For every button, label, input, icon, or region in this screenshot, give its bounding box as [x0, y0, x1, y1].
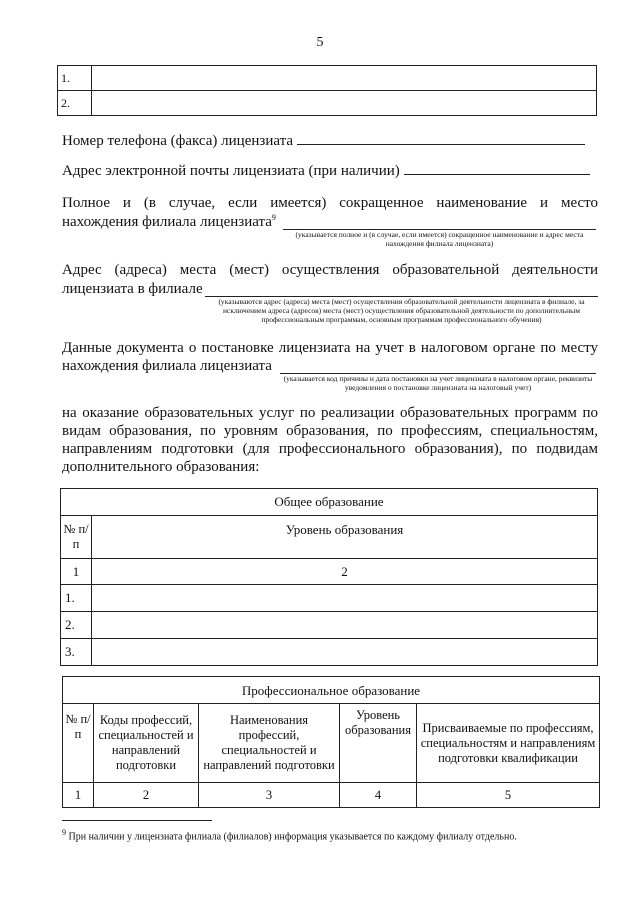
branch-name-line1: Полное и (в случае, если имеется) сокращенное наименование и место [62, 195, 598, 211]
table-cell [92, 612, 598, 639]
index-cell: 1 [61, 559, 92, 585]
table-cell [92, 639, 598, 666]
table-row [61, 612, 598, 639]
phone-label: Номер телефона (факса) лицензиата [62, 133, 294, 149]
row-number: 2. [61, 612, 92, 639]
table-row [58, 91, 597, 116]
table-title: Профессиональное образование [63, 677, 600, 704]
phone-line [62, 133, 585, 150]
table-cell [92, 91, 597, 116]
index-cell: 3 [199, 783, 340, 808]
top-table [57, 65, 597, 116]
index-cell: 2 [92, 559, 598, 585]
email-label: Адрес электронной почты лицензиата (при наличии) [62, 163, 400, 179]
branch-name-label: нахождения филиала лицензиата [62, 214, 272, 230]
table-row [61, 489, 598, 516]
index-cell: 5 [417, 783, 600, 808]
email-line [62, 163, 590, 180]
table-row [63, 783, 600, 808]
email-fill-line [404, 174, 590, 175]
professional-education-table [62, 676, 600, 808]
column-header-number: № п/п [63, 704, 94, 783]
column-header-level: Уровень образования [92, 516, 598, 559]
tax-line1: Данные документа о постановке лицензиата на учет в налоговом органе по месту [62, 340, 598, 356]
footnote-rule [62, 820, 212, 821]
footnote-marker: 9 [62, 828, 66, 837]
footnote-text: При наличии у лицензиата филиала (филиалов) информация указывается по каждому филиалу отдельно. [68, 831, 517, 843]
column-header-names: Наименования профессий, специальностей и направлений подготовки [199, 704, 340, 783]
phone-fill-line [297, 144, 585, 145]
table-row [61, 639, 598, 666]
services-paragraph: на оказание образовательных услуг по реализации образовательных программ по видам образования, по уровням образования, по профессиям, специальностям, направлениям подготовки (для профессионального образования), по подвидам дополнительного образования: [62, 405, 598, 475]
row-number: 3. [61, 639, 92, 666]
table-row [58, 66, 597, 91]
page-number: 5 [316, 35, 324, 50]
index-cell: 2 [94, 783, 199, 808]
tax-note: (указывается код причины и дата постановки на учет лицензиата в налоговом органе, реквизиты уведомления о постановке лицензиата на налоговый учет) [283, 374, 593, 392]
general-education-table [60, 488, 598, 666]
row-number: 2. [58, 91, 92, 116]
table-cell [92, 66, 597, 91]
column-header-number: № п/п [61, 516, 92, 559]
table-cell [92, 585, 598, 612]
row-number: 1. [58, 66, 92, 91]
table-row [61, 559, 598, 585]
footnote-ref: 9 [271, 213, 276, 222]
table-row [63, 677, 600, 704]
table-title: Общее образование [61, 489, 598, 516]
table-row [63, 704, 600, 783]
index-cell: 1 [63, 783, 94, 808]
index-cell: 4 [340, 783, 417, 808]
column-header-level: Уровень образования [340, 704, 417, 783]
branch-address-line2: лицензиата в филиале [62, 281, 203, 297]
row-number: 1. [61, 585, 92, 612]
tax-line2: нахождения филиала лицензиата [62, 358, 272, 374]
table-row [61, 516, 598, 559]
column-header-qualifications: Присваиваемые по профессиям, специальностям и направлениям подготовки квалификации [417, 704, 600, 783]
branch-address-line1: Адрес (адреса) места (мест) осуществления образовательной деятельности [62, 262, 598, 278]
branch-name-line2 [62, 213, 276, 231]
branch-address-note: (указываются адрес (адреса) места (мест) осуществления образовательной деятельности лицензиата в филиале, за исключением адреса (адресов) места (мест) осуществления образовательной деятельности по дополнительным профессиональным программам, основным программам профессионального обучения) [218, 297, 585, 324]
table-row [61, 585, 598, 612]
footnote [62, 828, 517, 842]
column-header-codes: Коды профессий, специальностей и направлений подготовки [94, 704, 199, 783]
branch-name-note: (указывается полное и (в случае, если имеется) сокращенное наименование и адрес места нахождения филиала лицензиата) [295, 230, 584, 248]
